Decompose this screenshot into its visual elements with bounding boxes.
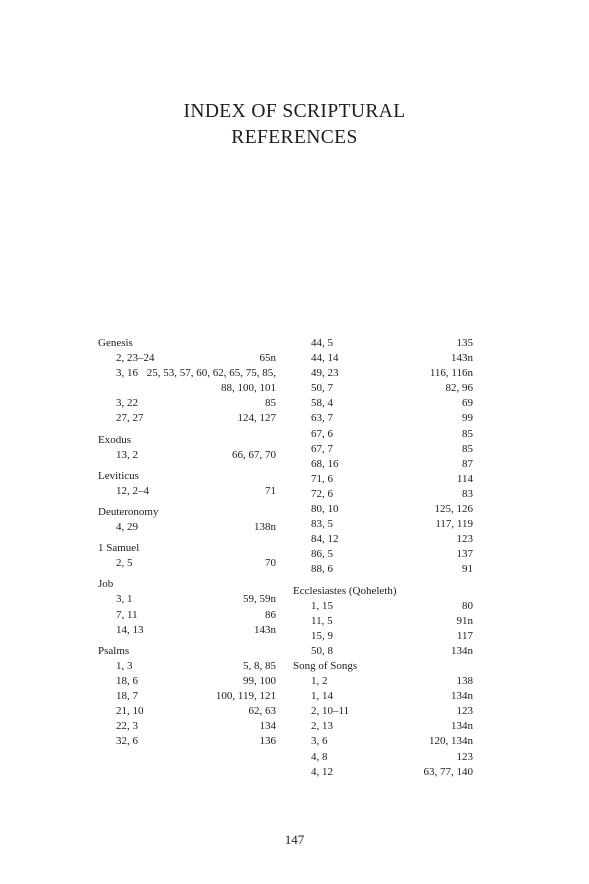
page-references: 135 bbox=[456, 337, 473, 349]
index-entry bbox=[293, 487, 473, 502]
index-entry bbox=[98, 448, 276, 463]
index-entry bbox=[98, 608, 276, 623]
verse-reference: 2, 10–11 bbox=[311, 705, 350, 718]
verse-reference: 7, 11 bbox=[116, 608, 138, 621]
verse-reference: 2, 13 bbox=[311, 720, 333, 733]
page-references: 117 bbox=[456, 629, 473, 642]
verse-reference: 13, 2 bbox=[116, 448, 138, 461]
page-references: 134 bbox=[259, 720, 276, 733]
page-references: 123 bbox=[456, 750, 473, 763]
verse-reference: 3, 22 bbox=[116, 397, 138, 410]
index-entry bbox=[293, 336, 473, 351]
verse-reference: 80, 10 bbox=[311, 503, 339, 516]
verse-reference: 83, 5 bbox=[311, 518, 333, 531]
page-references: 69 bbox=[462, 397, 473, 410]
verse-reference: 3, 1 bbox=[116, 593, 133, 606]
page-number: 147 bbox=[284, 832, 305, 847]
index-entry bbox=[293, 750, 473, 765]
verse-reference: 63, 7 bbox=[311, 412, 333, 425]
index-entry bbox=[293, 689, 473, 704]
verse-reference: 86, 5 bbox=[311, 548, 333, 561]
index-entry bbox=[293, 396, 473, 411]
index-entry bbox=[293, 351, 473, 366]
page-references: 83 bbox=[462, 487, 473, 500]
index-entry bbox=[293, 599, 473, 614]
book-name: 1 Samuel bbox=[98, 542, 140, 555]
index-entry bbox=[293, 614, 473, 629]
page-references: 123 bbox=[456, 705, 473, 718]
page-references: 143n bbox=[451, 352, 473, 365]
page-references: 63, 77, 140 bbox=[423, 765, 473, 778]
page-references: 86 bbox=[265, 608, 276, 621]
index-entry bbox=[98, 411, 276, 426]
book-name: Genesis bbox=[98, 337, 133, 349]
index-entry bbox=[98, 381, 276, 396]
verse-reference: 27, 27 bbox=[116, 412, 144, 425]
page-references: 87 bbox=[462, 457, 473, 470]
page-references: 134n bbox=[451, 690, 473, 703]
index-entry bbox=[98, 556, 276, 571]
index-heading bbox=[98, 541, 276, 556]
verse-reference: 71, 6 bbox=[311, 472, 333, 485]
index-column-right bbox=[293, 336, 473, 780]
verse-reference: 1, 3 bbox=[116, 659, 133, 672]
book-name: Ecclesiastes (Qoheleth) bbox=[293, 584, 397, 597]
verse-reference: 4, 8 bbox=[311, 750, 328, 763]
page-references: 99, 100 bbox=[243, 674, 276, 687]
page-references: 59, 59n bbox=[243, 593, 276, 606]
index-heading bbox=[98, 336, 276, 351]
index-entry bbox=[98, 719, 276, 734]
index-entry bbox=[98, 351, 276, 366]
index-heading bbox=[98, 644, 276, 659]
page-references: 99 bbox=[462, 412, 473, 425]
index-entry bbox=[98, 592, 276, 607]
page-references: 62, 63 bbox=[248, 705, 276, 718]
verse-reference: 11, 5 bbox=[311, 614, 333, 627]
page-references: 82, 96 bbox=[445, 382, 473, 395]
index-entry bbox=[293, 734, 473, 749]
page-references: 124, 127 bbox=[237, 412, 276, 425]
index-entry bbox=[293, 562, 473, 577]
verse-reference: 68, 16 bbox=[311, 457, 339, 470]
index-entry bbox=[293, 629, 473, 644]
verse-reference: 2, 5 bbox=[116, 557, 133, 570]
verse-reference: 1, 2 bbox=[311, 675, 328, 688]
page-references: 136 bbox=[259, 735, 276, 748]
index-entry bbox=[293, 502, 473, 517]
index-entry bbox=[293, 719, 473, 734]
verse-reference: 50, 8 bbox=[311, 644, 333, 657]
verse-reference: 32, 6 bbox=[116, 735, 138, 748]
page-references: 91 bbox=[462, 563, 473, 576]
index-entry bbox=[293, 427, 473, 442]
page-references: 71 bbox=[265, 484, 276, 497]
verse-reference: 2, 23–24 bbox=[116, 352, 155, 365]
index-entry bbox=[293, 457, 473, 472]
page-references: 120, 134n bbox=[429, 735, 473, 748]
page-references: 5, 8, 85 bbox=[243, 659, 276, 672]
verse-reference: 67, 7 bbox=[311, 442, 333, 455]
page-references: 85 bbox=[265, 397, 276, 410]
verse-reference: 15, 9 bbox=[311, 629, 333, 642]
verse-reference: 21, 10 bbox=[116, 705, 144, 718]
verse-reference: 49, 23 bbox=[311, 367, 339, 380]
page-references: 70 bbox=[265, 557, 276, 570]
verse-reference: 18, 7 bbox=[116, 689, 138, 702]
index-entry bbox=[98, 396, 276, 411]
page-references: 134n bbox=[451, 720, 473, 733]
page-references: 138n bbox=[254, 521, 276, 534]
page-references: 65n bbox=[259, 352, 276, 365]
page-references: 116, 116n bbox=[429, 367, 473, 380]
index-entry bbox=[98, 689, 276, 704]
verse-reference: 88, 6 bbox=[311, 563, 333, 576]
title-line-1: INDEX OF SCRIPTURAL bbox=[183, 101, 406, 122]
verse-reference: 44, 5 bbox=[311, 337, 333, 349]
verse-reference: 14, 13 bbox=[116, 623, 144, 636]
page-references: 114 bbox=[456, 472, 473, 485]
verse-reference: 44, 14 bbox=[311, 352, 339, 365]
index-entry bbox=[293, 381, 473, 396]
index-heading bbox=[98, 469, 276, 484]
title-line-2: REFERENCES bbox=[231, 127, 358, 148]
book-name: Song of Songs bbox=[293, 659, 358, 672]
page-references: 25, 53, 57, 60, 62, 65, 75, 85, bbox=[146, 367, 276, 380]
index-entry bbox=[293, 442, 473, 457]
page-references: 80 bbox=[462, 599, 473, 612]
page-references: 88, 100, 101 bbox=[221, 382, 276, 395]
page-references: 143n bbox=[254, 623, 276, 636]
verse-reference: 18, 6 bbox=[116, 674, 138, 687]
page-references: 117, 119 bbox=[435, 518, 473, 531]
page-references: 100, 119, 121 bbox=[215, 689, 276, 702]
book-name: Exodus bbox=[98, 433, 131, 446]
index-entry bbox=[293, 532, 473, 547]
index-entry bbox=[98, 623, 276, 638]
book-name: Job bbox=[98, 578, 114, 591]
verse-reference: 3, 16 bbox=[116, 367, 138, 380]
verse-reference: 1, 15 bbox=[311, 599, 333, 612]
page-references: 66, 67, 70 bbox=[232, 448, 276, 461]
verse-reference: 50, 7 bbox=[311, 382, 333, 395]
index-entry bbox=[293, 366, 473, 381]
page-references: 134n bbox=[451, 644, 473, 657]
page-references: 123 bbox=[456, 533, 473, 546]
verse-reference: 22, 3 bbox=[116, 720, 138, 733]
page-references: 91n bbox=[456, 614, 473, 627]
index-heading bbox=[98, 577, 276, 592]
book-name: Leviticus bbox=[98, 469, 139, 482]
verse-reference: 72, 6 bbox=[311, 487, 333, 500]
index-heading bbox=[293, 659, 473, 674]
index-entry bbox=[98, 659, 276, 674]
index-entry bbox=[98, 704, 276, 719]
book-name: Psalms bbox=[98, 644, 130, 657]
verse-reference: 12, 2–4 bbox=[116, 484, 149, 497]
index-entry bbox=[98, 484, 276, 499]
index-entry bbox=[293, 547, 473, 562]
verse-reference: 3, 6 bbox=[311, 735, 328, 748]
index-column-left bbox=[98, 336, 276, 749]
page-title bbox=[0, 99, 589, 151]
page-references: 85 bbox=[462, 442, 473, 455]
page-references: 138 bbox=[456, 675, 473, 688]
index-entry bbox=[293, 644, 473, 659]
verse-reference: 84, 12 bbox=[311, 533, 339, 546]
index-entry bbox=[293, 765, 473, 780]
index-entry bbox=[293, 517, 473, 532]
index-entry bbox=[98, 520, 276, 535]
index-heading bbox=[293, 584, 473, 599]
index-heading bbox=[98, 433, 276, 448]
verse-reference: 4, 12 bbox=[311, 765, 333, 778]
page-references: 137 bbox=[456, 548, 473, 561]
index-entry bbox=[293, 472, 473, 487]
index-entry bbox=[293, 674, 473, 689]
verse-reference: 4, 29 bbox=[116, 521, 138, 534]
page-references: 85 bbox=[462, 427, 473, 440]
index-heading bbox=[98, 505, 276, 520]
page-references: 125, 126 bbox=[434, 503, 473, 516]
index-entry bbox=[293, 411, 473, 426]
book-name: Deuteronomy bbox=[98, 505, 159, 518]
index-entry bbox=[293, 704, 473, 719]
index-entry bbox=[98, 366, 276, 381]
index-entry bbox=[98, 674, 276, 689]
index-entry bbox=[98, 734, 276, 749]
verse-reference: 1, 14 bbox=[311, 690, 333, 703]
verse-reference: 58, 4 bbox=[311, 397, 333, 410]
verse-reference: 67, 6 bbox=[311, 427, 333, 440]
